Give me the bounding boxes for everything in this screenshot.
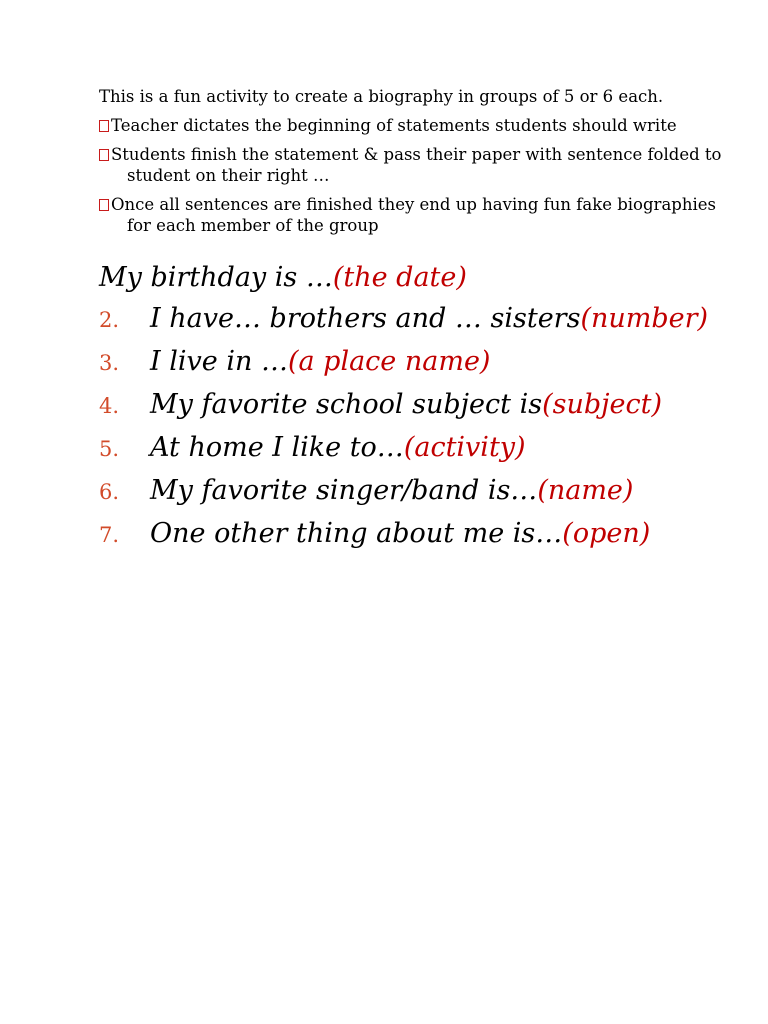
- statement-text: My birthday is …: [99, 262, 333, 293]
- statement-text: One other thing about me is…: [150, 518, 563, 549]
- bullet-item: [99, 144, 739, 186]
- statement-number: 6.: [99, 480, 120, 504]
- statement-text: At home I like to…: [150, 432, 404, 463]
- bullet-item: [99, 115, 739, 136]
- statement-number: 4.: [99, 394, 120, 418]
- statement-number: 3.: [99, 351, 120, 375]
- statement-item: [99, 346, 739, 379]
- statement-hint: (a place name): [287, 346, 491, 377]
- bullet-item: [99, 194, 739, 236]
- document-page: [99, 86, 739, 561]
- statement-item: [99, 475, 739, 508]
- statement-list: [99, 262, 739, 551]
- statement-text: I live in …: [150, 346, 288, 377]
- statement-item: [99, 262, 739, 293]
- statement-hint: (number): [580, 303, 709, 334]
- bullet-text: Once all sentences are finished they end up having fun fake biographies for each member of the group: [111, 195, 716, 235]
- statement-item: [99, 432, 739, 465]
- statement-text: My favorite singer/band is…: [150, 475, 538, 506]
- statement-hint: (open): [562, 518, 651, 549]
- bullet-icon: [99, 199, 109, 211]
- statement-hint: (the date): [332, 262, 467, 293]
- statement-text: My favorite school subject is: [150, 389, 543, 420]
- bullet-icon: [99, 149, 109, 161]
- statement-item: [99, 303, 739, 336]
- intro-paragraph: This is a fun activity to create a biography in groups of 5 or 6 each.: [99, 87, 664, 106]
- bullet-text: Teacher dictates the beginning of statements students should write: [111, 116, 677, 135]
- statement-number: 2.: [99, 308, 120, 332]
- statement-item: [99, 389, 739, 422]
- statement-hint: (name): [537, 475, 634, 506]
- statement-text: I have… brothers and … sisters: [150, 303, 581, 334]
- statement-number: 5.: [99, 437, 120, 461]
- statement-hint: (activity): [403, 432, 526, 463]
- bullet-text: Students finish the statement & pass their paper with sentence folded to student on their right …: [111, 145, 722, 185]
- bullet-icon: [99, 120, 109, 132]
- statement-hint: (subject): [542, 389, 662, 420]
- statement-number: 7.: [99, 523, 120, 547]
- statement-item: [99, 518, 739, 551]
